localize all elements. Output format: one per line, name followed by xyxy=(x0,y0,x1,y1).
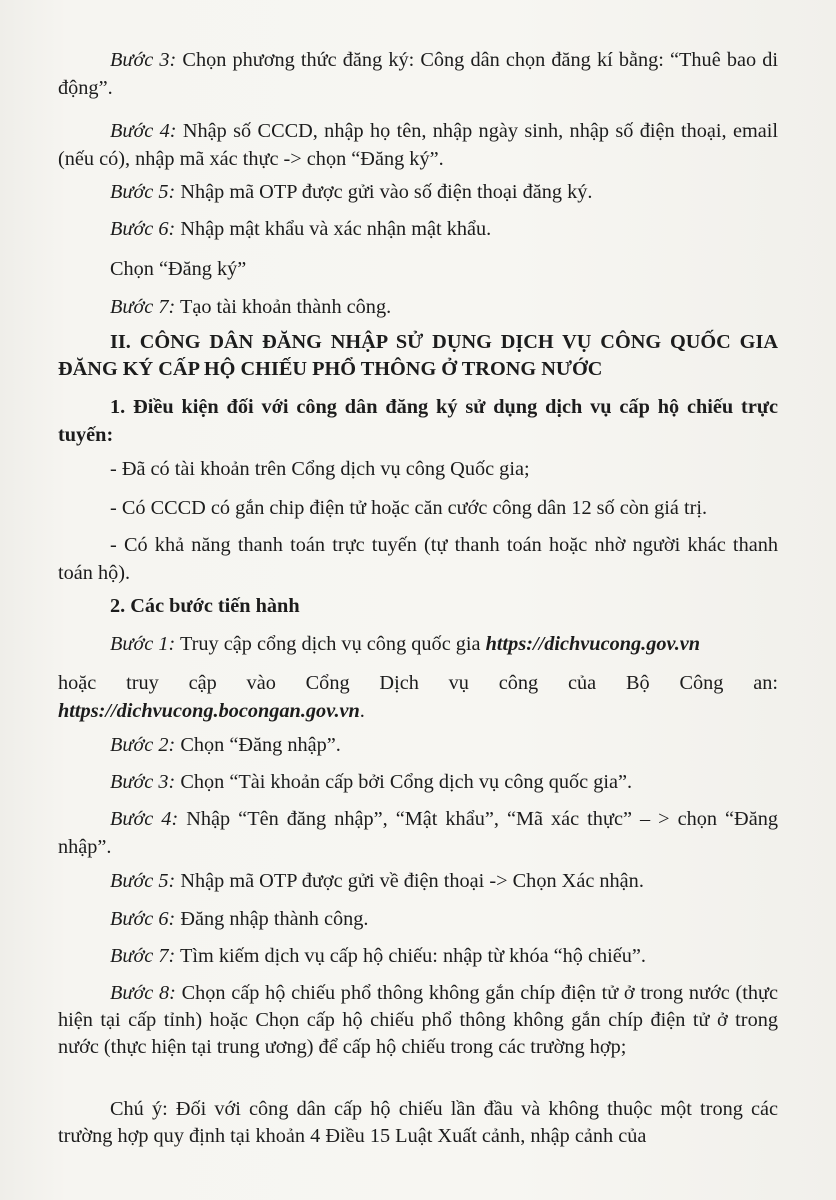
paragraph-step-4-registration xyxy=(58,117,778,173)
step-text: Chọn cấp hộ chiếu phổ thông không gắn chíp điện tử ở trong nước (thực hiện tại cấp tỉnh) hoặc Chọn cấp hộ chiếu phổ thông không gắn chíp điện tử ở trong nước (thực hiện tại trung ương) để cấp hộ chiếu trong các trường hợp; xyxy=(58,982,778,1058)
paragraph-text: hoặc truy cập vào Cổng Dịch vụ công của Bộ Công an: xyxy=(58,672,778,694)
step-label: Bước 5: xyxy=(110,181,176,203)
paragraph-login-step-7 xyxy=(58,942,778,970)
paragraph-step-3-registration xyxy=(58,46,778,102)
paragraph-end: . xyxy=(359,700,365,722)
paragraph-login-step-5 xyxy=(58,867,778,895)
step-label: Bước 4: xyxy=(110,120,177,142)
step-label: Bước 2: xyxy=(110,734,176,756)
step-label: Bước 1: xyxy=(110,633,176,655)
step-text: Nhập mã OTP được gửi về điện thoại -> Chọn Xác nhận. xyxy=(175,870,644,892)
step-text: Nhập mật khẩu và xác nhận mật khẩu. xyxy=(175,218,492,240)
paragraph-step-5-registration xyxy=(58,178,778,206)
paragraph-login-step-2 xyxy=(58,731,778,759)
step-label: Bước 3: xyxy=(110,49,177,71)
paragraph-step-6-registration xyxy=(58,215,778,243)
step-label: Bước 3: xyxy=(110,771,176,793)
paragraph-login-step-8 xyxy=(58,980,778,1061)
paragraph-choose-register xyxy=(58,255,778,283)
bullet-cccd: - Có CCCD có gắn chip điện tử hoặc căn cước công dân 12 số còn giá trị. xyxy=(110,497,708,519)
step-text: Nhập số CCCD, nhập họ tên, nhập ngày sinh, nhập số điện thoại, email (nếu có), nhập mã xác thực -> chọn “Đăng ký”. xyxy=(58,120,778,170)
paragraph-login-step-3 xyxy=(58,768,778,796)
step-text: Tạo tài khoản thành công. xyxy=(175,296,392,318)
paragraph-note: Chú ý: Đối với công dân cấp hộ chiếu lần đầu và không thuộc một trong các trường hợp quy định tại khoản 4 Điều 15 Luật Xuất cảnh, nhập cảnh của xyxy=(58,1098,778,1147)
bullet-payment: - Có khả năng thanh toán trực tuyến (tự thanh toán hoặc nhờ người khác thanh toán hộ). xyxy=(58,534,778,584)
paragraph-login-step-1-cont xyxy=(58,669,778,725)
step-text: Chọn “Đăng nhập”. xyxy=(175,734,341,756)
police-portal-link[interactable]: https://dichvucong.bocongan.gov.vn xyxy=(58,700,360,722)
paragraph-login-step-4 xyxy=(58,805,778,861)
subheading-conditions: 1. Điều kiện đối với công dân đăng ký sử dụng dịch vụ cấp hộ chiếu trực tuyến: xyxy=(58,396,778,446)
step-label: Bước 8: xyxy=(110,982,176,1004)
national-portal-link[interactable]: https://dichvucong.gov.vn xyxy=(485,633,701,655)
subheading-steps: 2. Các bước tiến hành xyxy=(110,595,300,617)
paragraph-text: Chọn “Đăng ký” xyxy=(110,258,247,280)
paragraph-login-step-6 xyxy=(58,905,778,933)
bullet-account: - Đã có tài khoản trên Cổng dịch vụ công Quốc gia; xyxy=(110,458,530,480)
paragraph-login-step-1 xyxy=(58,630,778,658)
step-label: Bước 6: xyxy=(110,218,176,240)
step-label: Bước 5: xyxy=(110,870,176,892)
section-heading-ii: II. CÔNG DÂN ĐĂNG NHẬP SỬ DỤNG DỊCH VỤ CÔNG QUỐC GIA ĐĂNG KÝ CẤP HỘ CHIẾU PHỔ THÔNG Ở TRONG NƯỚC xyxy=(58,331,778,380)
step-text: Đăng nhập thành công. xyxy=(175,908,369,930)
step-label: Bước 4: xyxy=(110,808,179,830)
step-text: Nhập “Tên đăng nhập”, “Mật khẩu”, “Mã xác thực” – > chọn “Đăng nhập”. xyxy=(58,808,778,858)
paragraph-step-7-registration xyxy=(58,293,778,321)
step-text: Nhập mã OTP được gửi vào số điện thoại đăng ký. xyxy=(175,181,593,203)
step-label: Bước 7: xyxy=(110,296,176,318)
step-text: Chọn “Tài khoản cấp bởi Cổng dịch vụ công quốc gia”. xyxy=(175,771,633,793)
step-label: Bước 7: xyxy=(110,945,176,967)
step-label: Bước 6: xyxy=(110,908,176,930)
step-text: Truy cập cổng dịch vụ công quốc gia xyxy=(175,633,486,655)
step-text: Tìm kiếm dịch vụ cấp hộ chiếu: nhập từ khóa “hộ chiếu”. xyxy=(175,945,647,967)
step-text: Chọn phương thức đăng ký: Công dân chọn đăng kí bằng: “Thuê bao di động”. xyxy=(58,49,778,99)
